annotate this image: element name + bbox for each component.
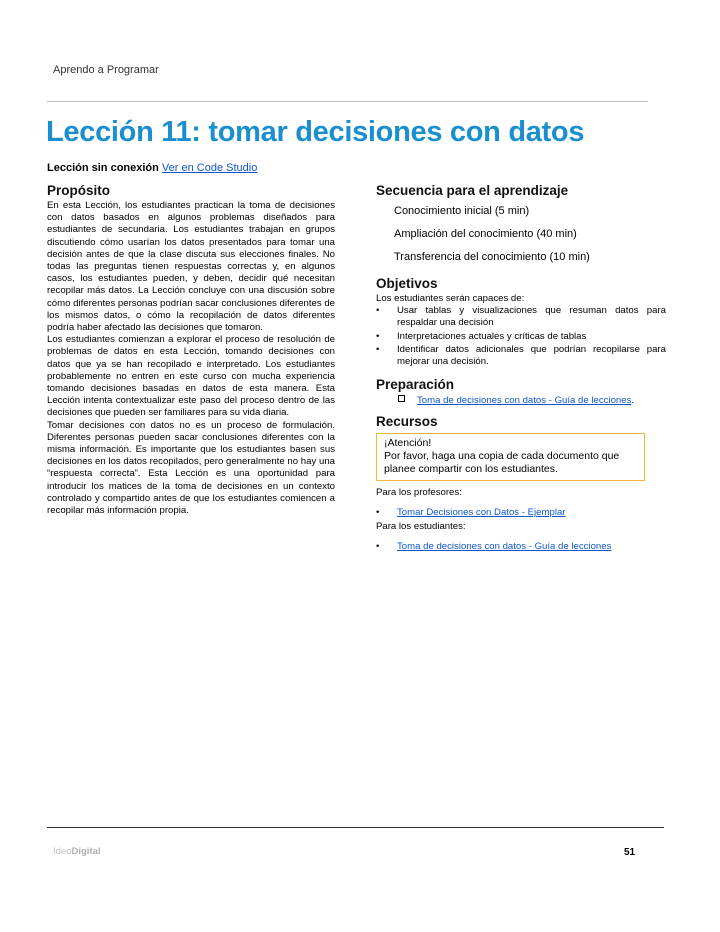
ejemplar-link[interactable]: Tomar Decisiones con Datos - Ejemplar <box>397 507 566 519</box>
page-number: 51 <box>624 847 636 858</box>
footer-divider <box>47 827 664 828</box>
bullet-icon: • <box>376 541 380 553</box>
profesores-label: Para los profesores: <box>376 487 462 499</box>
left-column <box>47 183 335 517</box>
proposito-paragraph-1: En esta Lección, los estudiantes practican la toma de decisiones con datos basados en algunos problemas diseñados para estudiantes de secundaria. Los estudiantes trabajan en grupos discutiendo cómo usarían los datos presentados para tomar una decisión antes de que la clase discuta sus elecciones finales. No todas las preguntas tienen respuestas correctas y, en algunos casos, los estudiantes pueden, y deben, decidir qué necesitan recopilar más datos. La Lección concluye con una discusión sobre cómo diferentes personas podrían sacar conclusiones diferentes de los mismos datos, o cómo la recopilación de datos diferentes podría haber afectado las decisiones que tomaron. <box>47 200 335 334</box>
guia-lecciones-link[interactable]: Toma de decisiones con datos - Guía de lecciones <box>417 395 632 407</box>
proposito-paragraph-3: Tomar decisiones con datos no es un proceso de formulación. Diferentes personas pueden sacar conclusiones diferentes con la misma información. Es importante que los estudiantes basen sus decisiones en los datos recopilados, pero generalmente no hay una “respuesta correcta”. Esta Lección es una oportunidad para introducir los matices de la toma de decisiones en un contexto controlado y compartido antes de que los estudiantes comiencen a recopilar más información propia. <box>47 419 335 517</box>
secuencia-heading: Secuencia para el aprendizaje <box>376 183 569 198</box>
profesores-item <box>376 507 666 518</box>
right-column <box>376 183 666 552</box>
proposito-paragraph-2: Los estudiantes comienzan a explorar el proceso de resolución de problemas de datos en esta Lección, tomando decisiones con datos que ya se han recopilado e interpretado. Los estudiantes probablemente no entren en este curso con mucha experiencia tomando decisiones basadas en datos de esta manera. Esta Lección intenta contextualizar este paso del proceso dentro de las decisiones que pueden ser familiares para su vida diaria. <box>47 334 335 419</box>
list-item: • Identificar datos adicionales que podrían recopilarse para mejorar una decisión. <box>376 343 666 368</box>
bullet-icon: • <box>376 507 380 519</box>
bullet-icon: • <box>376 305 380 317</box>
code-studio-link[interactable]: Ver en Code Studio <box>161 162 258 174</box>
recursos-heading: Recursos <box>376 414 438 430</box>
guia-estudiantes-link[interactable]: Toma de decisiones con datos - Guía de lecciones <box>397 541 612 553</box>
objetivos-list <box>376 305 666 368</box>
preparacion-item: Toma de decisiones con datos - Guía de lecciones. <box>398 395 666 406</box>
list-item: • Usar tablas y visualizaciones que resuman datos para respaldar una decisión <box>376 305 666 329</box>
estudiantes-item <box>376 541 666 552</box>
footer-logo: IdeoDigital <box>53 846 101 857</box>
secuencia-item: Transferencia del conocimiento (10 min) <box>394 251 590 263</box>
header-divider <box>47 101 648 102</box>
list-item: • Interpretaciones actuales y críticas de tablas <box>376 330 587 342</box>
bullet-icon: • <box>376 330 380 342</box>
proposito-heading: Propósito <box>47 183 110 198</box>
estudiantes-label: Para los estudiantes: <box>376 521 466 533</box>
objetivos-intro: Los estudiantes serán capaces de: <box>376 293 525 304</box>
preparacion-heading: Preparación <box>376 377 455 393</box>
bullet-icon: • <box>376 343 380 355</box>
offline-label: Lección sin conexión <box>47 162 159 174</box>
callout-title: ¡Atención! <box>384 437 432 450</box>
offline-line <box>47 162 257 174</box>
page-title: Lección 11: tomar decisiones con datos <box>46 116 585 148</box>
square-icon <box>398 395 405 402</box>
secuencia-item: Conocimiento inicial (5 min) <box>394 205 530 217</box>
attention-callout <box>376 433 645 481</box>
running-header: Aprendo a Programar <box>53 64 159 76</box>
objetivos-heading: Objetivos <box>376 276 438 291</box>
secuencia-item: Ampliación del conocimiento (40 min) <box>394 228 577 240</box>
callout-text: Por favor, haga una copia de cada documento que planee compartir con los estudiantes. <box>384 450 620 476</box>
